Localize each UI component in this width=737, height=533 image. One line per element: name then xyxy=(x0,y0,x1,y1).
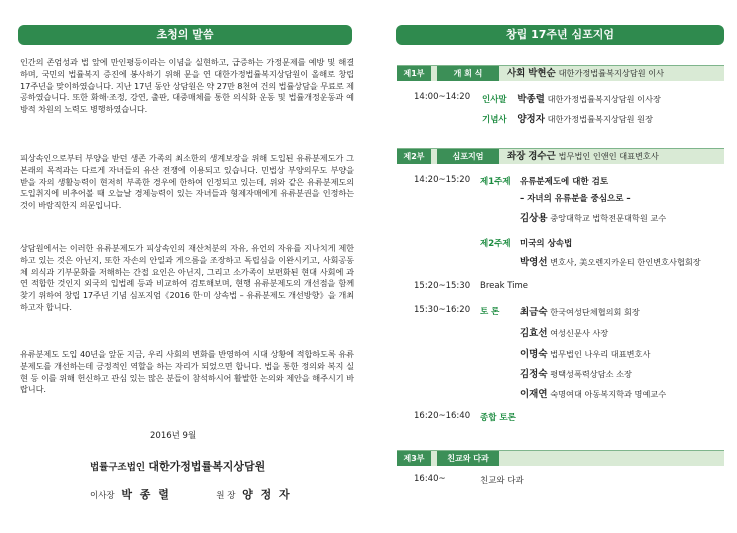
part1-host: 사회 박현순 대한가정법률복지상담원 이사 xyxy=(507,68,665,79)
part3-tag: 제3부 xyxy=(397,451,431,466)
organization-name xyxy=(90,458,265,474)
org-prefix: 법률구조법인 xyxy=(90,462,146,473)
chair-title: 이사장 xyxy=(90,491,115,501)
topic1-time: 14:20~15:20 xyxy=(414,175,471,185)
opening-address: 기념사 양정자 대한가정법률복지상담원 원장 xyxy=(482,114,653,125)
part1-band xyxy=(397,65,724,81)
part3-label: 친교와 다과 xyxy=(437,451,499,466)
part1-label: 개 회 식 xyxy=(437,66,499,81)
topic1-role: 제1주제 xyxy=(480,177,511,187)
topic2-role: 제2주제 xyxy=(480,239,511,249)
part2-label: 심포지엄 xyxy=(437,149,499,164)
topic2-title: 미국의 상속법 xyxy=(520,239,573,249)
part2-band xyxy=(397,148,724,164)
opening-greeting: 인사말 박종렬 대한가정법률복지상담원 이사장 xyxy=(482,94,661,105)
break-time: 15:20~15:30 xyxy=(414,281,471,291)
closing-time: 16:40~ xyxy=(414,474,446,484)
director-title: 원 장 xyxy=(216,491,236,501)
topic1-speaker: 김상용 중앙대학교 법학전문대학원 교수 xyxy=(520,213,667,224)
invitation-header: 초청의 말씀 xyxy=(18,25,352,45)
invitation-paragraph-2: 피상속인으로부터 부양을 받던 생존 가족의 최소한의 생계보장을 위해 도입된 유류분제도가 그 본래의 목적과는 다르게 자녀들의 유산 전쟁에 이용되고 있습니다. 민법상 부양의무도 부양을 받을 자의 생활능력이 현저히 부족한 경우에 한하여 인정되고 있는데, 위와 같은 유류분제도의 도입취지에 비추어볼 때 오늘날 경제능력이 있는 자녀들과 형제자매에게 유류분권을 인정하는 것이 바람직한지 의문입니다. xyxy=(20,153,354,211)
panelist: 이명숙 법무법인 나우리 대표변호사 xyxy=(520,349,651,360)
general-discussion-label: 종합 토론 xyxy=(480,413,516,423)
invitation-paragraph-1: 인간의 존엄성과 법 앞에 만인평등이라는 이념을 실현하고, 급증하는 가정문제를 예방 및 해결하며, 국민의 법률복지 증진에 봉사하기 위해 문을 연 대한가정법률복지상담원이 올해로 창립 17주년을 맞이하였습니다. 지난 17년 동안 상담원은 약 27만 8천여 건의 법률상담을 무료로 제공하였습니다. 또한 화해·조정, 강연, 출판, 대중매체를 통한 의식화 운동 및 법률개정운동과 예방적 차원의 노력도 병행하였습니다. xyxy=(20,57,354,115)
org-name: 대한가정법률복지상담원 xyxy=(148,460,266,473)
part2-chair: 좌장 경수근 법무법인 인앤인 대표변호사 xyxy=(507,151,659,162)
discussion-role: 토 론 xyxy=(480,307,500,317)
invitation-paragraph-4: 유류분제도 도입 40년을 앞둔 지금, 우리 사회의 변화를 반영하여 시대 상황에 적합하도록 유류분제도를 개선하는데 긍정적인 역할을 하는 자리가 되었으면 합니다. 법을 통한 정의와 복지 실현 등 이를 위해 헌신하고 관심 있는 많은 분들이 참석하시어 활발한 논의와 제안을 해주시기 바랍니다. xyxy=(20,349,354,395)
discussion-time: 15:30~16:20 xyxy=(414,305,471,315)
panelist: 김효선 여성신문사 사장 xyxy=(520,328,609,339)
panelist: 김정숙 평택성폭력상담소 소장 xyxy=(520,369,632,380)
signatures xyxy=(90,486,292,502)
general-discussion-time: 16:20~16:40 xyxy=(414,411,471,421)
invitation-date: 2016년 9월 xyxy=(150,431,197,441)
closing-label: 친교와 다과 xyxy=(480,476,524,486)
panelist: 최금숙 한국여성단체협의회 회장 xyxy=(520,307,640,318)
opening-time: 14:00~14:20 xyxy=(414,92,471,102)
chair-name: 박 종 렬 xyxy=(121,488,171,501)
topic1-title: 유류분제도에 대한 검토 xyxy=(520,177,609,187)
topic2-speaker: 박영선 변호사, 美오렌지카운티 한인변호사협회장 xyxy=(520,257,701,268)
part3-band xyxy=(397,450,724,466)
topic1-subtitle: – 자녀의 유류분을 중심으로 – xyxy=(520,194,631,204)
break-label: Break Time xyxy=(480,281,529,291)
invitation-paragraph-3: 상담원에서는 이러한 유류분제도가 피상속인의 재산처분의 자유, 유언의 자유를 지나치게 제한하고 있는 것은 아닌지, 또한 자손의 안일과 게으름을 조장하고 독립심을 이완시키고, 사회공동체 의식과 기부문화를 저해하는 간접 요인은 아닌지, 그리고 소가족이 보편화된 현대 사회에 과연 적합한 것인지 외국의 입법례 등과 비교하여 검토해보며, 현행 유류분제도의 개선점을 함께 찾기 위하여 창립 17주년 기념 심포지엄《2016 한·미 상속법 – 유류분제도 개선방향》을 개최하고자 합니다. xyxy=(20,243,354,312)
program-header: 창립 17주년 심포지엄 xyxy=(396,25,724,45)
part2-tag: 제2부 xyxy=(397,149,431,164)
part1-tag: 제1부 xyxy=(397,66,431,81)
director-name: 양 정 자 xyxy=(242,488,292,501)
panelist: 이재연 숙명여대 아동복지학과 명예교수 xyxy=(520,389,667,400)
